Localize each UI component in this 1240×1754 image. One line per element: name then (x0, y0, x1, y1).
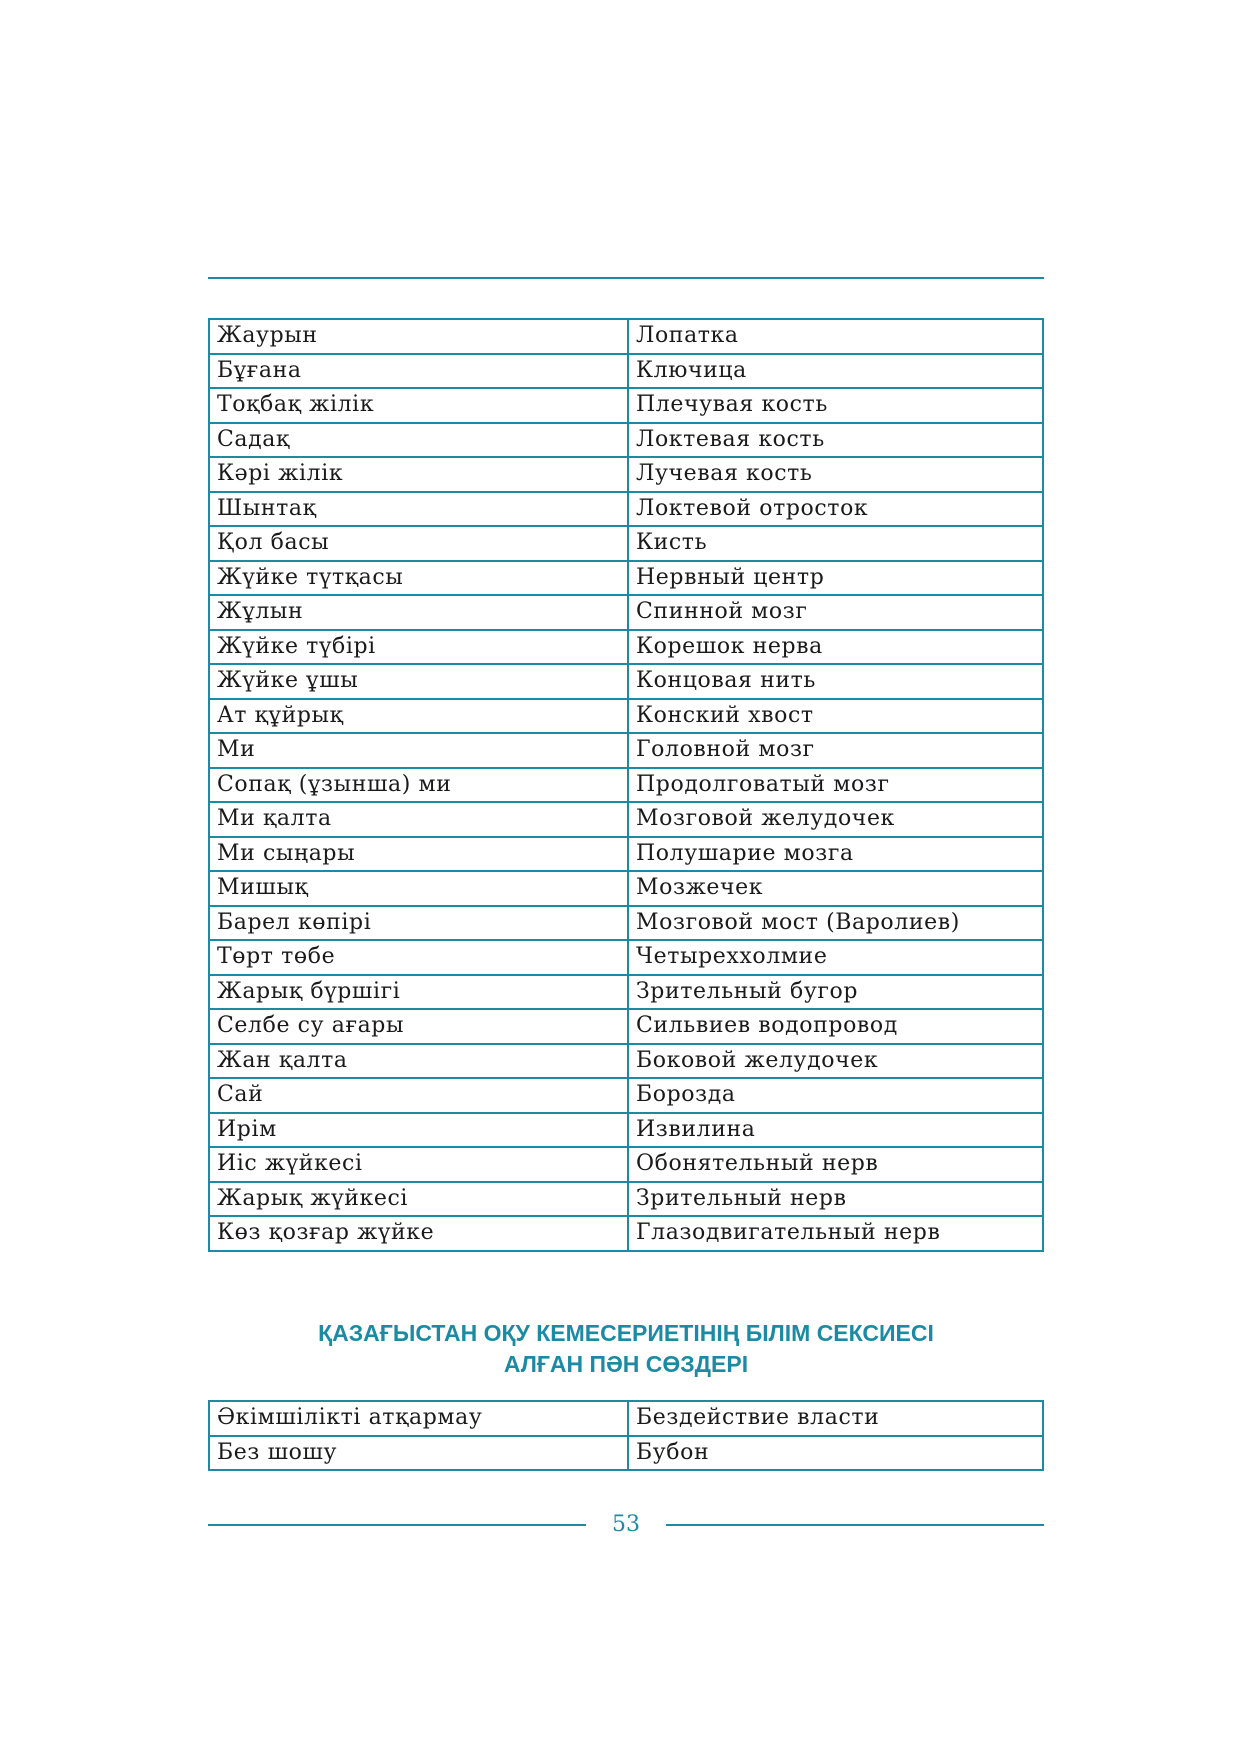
term-russian: Локтевая кость (628, 423, 1043, 458)
table-row (209, 630, 1043, 665)
table-row (209, 319, 1043, 354)
table-row (209, 699, 1043, 734)
term-kazakh: Сопақ (ұзынша) ми (209, 768, 628, 803)
table-row (209, 871, 1043, 906)
table-row (209, 1044, 1043, 1079)
table-row (209, 837, 1043, 872)
table-row (209, 492, 1043, 527)
term-russian: Мозговой желудочек (628, 802, 1043, 837)
term-russian: Кисть (628, 526, 1043, 561)
term-russian: Бездействие власти (628, 1401, 1043, 1436)
term-kazakh: Көз қозғар жүйке (209, 1216, 628, 1251)
term-russian: Спинной мозг (628, 595, 1043, 630)
term-kazakh: Барел көпірі (209, 906, 628, 941)
term-kazakh: Төрт төбе (209, 940, 628, 975)
term-russian: Сильвиев водопровод (628, 1009, 1043, 1044)
term-russian: Нервный центр (628, 561, 1043, 596)
term-russian: Ключица (628, 354, 1043, 389)
term-kazakh: Жүйке түбірі (209, 630, 628, 665)
term-russian: Обонятельный нерв (628, 1147, 1043, 1182)
table-row (209, 1401, 1043, 1436)
term-russian: Полушарие мозга (628, 837, 1043, 872)
term-kazakh: Ирім (209, 1113, 628, 1148)
term-kazakh: Жарық бүршігі (209, 975, 628, 1010)
term-russian: Продолговатый мозг (628, 768, 1043, 803)
table-row (209, 457, 1043, 492)
table-row (209, 975, 1043, 1010)
top-divider (208, 277, 1044, 279)
term-russian: Корешок нерва (628, 630, 1043, 665)
table-row (209, 802, 1043, 837)
section-heading-line-1: ҚАЗАҒЫСТАН ОҚУ КЕМЕСЕРИЕТІНІҢ БІЛІМ СЕКСИЕСІ (318, 1320, 934, 1346)
term-russian: Локтевой отросток (628, 492, 1043, 527)
glossary-table-second (208, 1400, 1044, 1471)
table-row (209, 354, 1043, 389)
term-kazakh: Бұғана (209, 354, 628, 389)
section-heading-line-2: АЛҒАН ПӘН СӨЗДЕРІ (503, 1351, 749, 1377)
table-row (209, 561, 1043, 596)
term-kazakh: Жұлын (209, 595, 628, 630)
term-russian: Лопатка (628, 319, 1043, 354)
term-russian: Головной мозг (628, 733, 1043, 768)
glossary-table-main (208, 318, 1044, 1252)
table-row (209, 1113, 1043, 1148)
term-kazakh: Без шошу (209, 1436, 628, 1471)
page-number: 53 (612, 1512, 640, 1537)
term-russian: Конский хвост (628, 699, 1043, 734)
table-row (209, 906, 1043, 941)
section-heading (208, 1318, 1044, 1380)
glossary-table-second-body (209, 1401, 1043, 1470)
term-kazakh: Шынтақ (209, 492, 628, 527)
term-kazakh: Ми (209, 733, 628, 768)
term-russian: Лучевая кость (628, 457, 1043, 492)
table-row (209, 664, 1043, 699)
term-kazakh: Жаурын (209, 319, 628, 354)
table-row (209, 388, 1043, 423)
term-kazakh: Садақ (209, 423, 628, 458)
term-kazakh: Жарық жүйкесі (209, 1182, 628, 1217)
table-row (209, 526, 1043, 561)
term-russian: Концовая нить (628, 664, 1043, 699)
table-row (209, 1182, 1043, 1217)
term-russian: Извилина (628, 1113, 1043, 1148)
term-kazakh: Жүйке ұшы (209, 664, 628, 699)
table-row (209, 1009, 1043, 1044)
footer-rule-right (666, 1524, 1044, 1526)
term-russian: Борозда (628, 1078, 1043, 1113)
term-kazakh: Ми қалта (209, 802, 628, 837)
table-row (209, 1147, 1043, 1182)
table-row (209, 733, 1043, 768)
term-russian: Четыреххолмие (628, 940, 1043, 975)
term-russian: Бубон (628, 1436, 1043, 1471)
term-kazakh: Қол басы (209, 526, 628, 561)
table-row (209, 940, 1043, 975)
table-row (209, 1436, 1043, 1471)
term-kazakh: Селбе су ағары (209, 1009, 628, 1044)
table-row (209, 768, 1043, 803)
term-kazakh: Жан қалта (209, 1044, 628, 1079)
term-kazakh: Ат құйрық (209, 699, 628, 734)
term-kazakh: Мишық (209, 871, 628, 906)
term-kazakh: Иіс жүйкесі (209, 1147, 628, 1182)
page-footer (208, 1508, 1044, 1542)
term-kazakh: Кәрі жілік (209, 457, 628, 492)
table-row (209, 595, 1043, 630)
term-russian: Зрительный бугор (628, 975, 1043, 1010)
table-row (209, 1078, 1043, 1113)
term-russian: Зрительный нерв (628, 1182, 1043, 1217)
table-row (209, 423, 1043, 458)
term-russian: Плечувая кость (628, 388, 1043, 423)
term-russian: Мозжечек (628, 871, 1043, 906)
term-kazakh: Жүйке түтқасы (209, 561, 628, 596)
term-russian: Глазодвигательный нерв (628, 1216, 1043, 1251)
term-kazakh: Әкімшілікті атқармау (209, 1401, 628, 1436)
term-russian: Мозговой мост (Варолиев) (628, 906, 1043, 941)
glossary-table-main-body (209, 319, 1043, 1251)
term-russian: Боковой желудочек (628, 1044, 1043, 1079)
term-kazakh: Ми сыңары (209, 837, 628, 872)
term-kazakh: Тоқбақ жілік (209, 388, 628, 423)
table-row (209, 1216, 1043, 1251)
term-kazakh: Сай (209, 1078, 628, 1113)
